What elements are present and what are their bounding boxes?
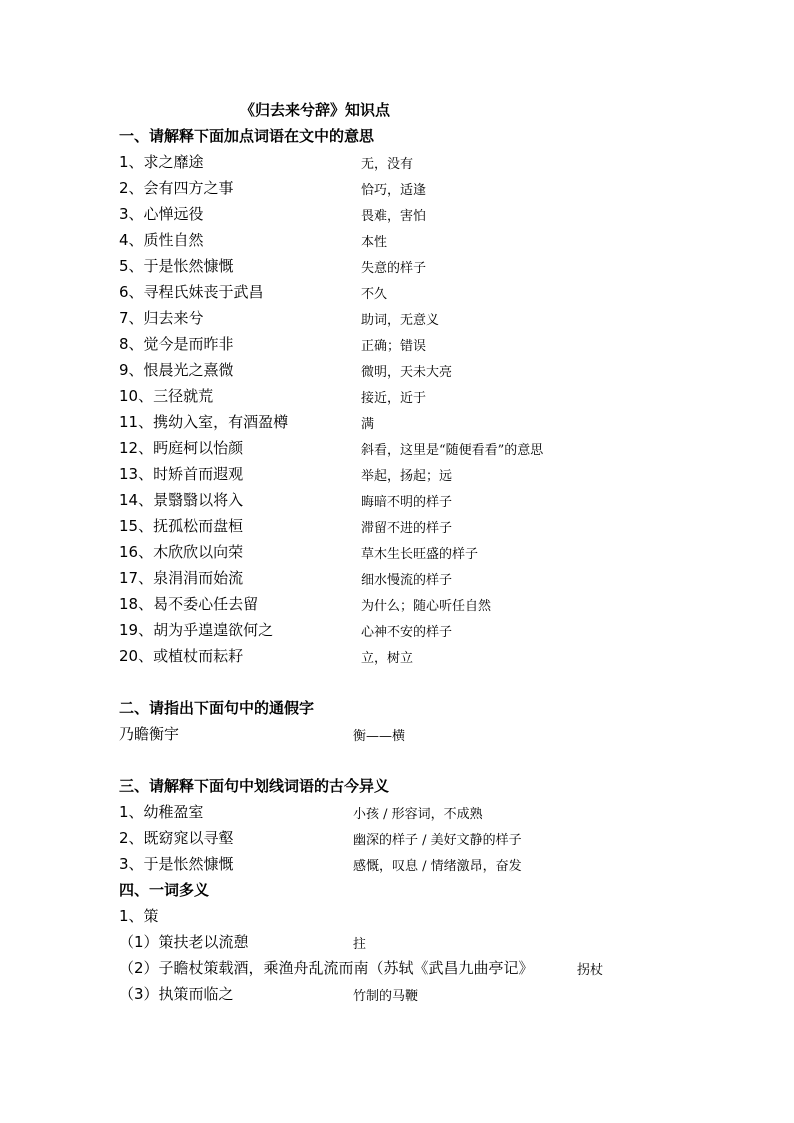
item-phrase: 15、抚孤松而盘桓 — [119, 517, 244, 535]
item-phrase: 3、于是怅然慷慨 — [119, 855, 234, 873]
item-meaning: 拐杖 — [577, 963, 604, 978]
section-2-heading: 二、请指出下面句中的通假字 — [119, 699, 315, 717]
item-phrase: 18、曷不委心任去留 — [119, 595, 259, 613]
item-phrase: （3）执策而临之 — [119, 985, 234, 1003]
item-meaning: 细水慢流的样子 — [361, 573, 453, 588]
item-meaning: 满 — [361, 417, 375, 432]
item-phrase: 17、泉涓涓而始流 — [119, 569, 244, 587]
list-item — [119, 619, 759, 643]
item-phrase: 8、觉今是而昨非 — [119, 335, 234, 353]
item-phrase: 4、质性自然 — [119, 231, 204, 249]
list-item — [119, 255, 759, 279]
item-meaning: 微明，天未大亮 — [361, 365, 453, 380]
list-item — [119, 983, 759, 1007]
item-phrase: 19、胡为乎遑遑欲何之 — [119, 621, 274, 639]
item-meaning: 小孩 / 形容词，不成熟 — [353, 807, 483, 822]
item-phrase: 2、会有四方之事 — [119, 179, 234, 197]
item-meaning: 滞留不进的样子 — [361, 521, 453, 536]
list-item — [119, 957, 759, 981]
item-phrase: 3、心惮远役 — [119, 205, 204, 223]
item-phrase: 7、归去来兮 — [119, 309, 204, 327]
item-meaning: 畏难，害怕 — [361, 209, 427, 224]
item-phrase: 6、寻程氏妹丧于武昌 — [119, 283, 264, 301]
list-item — [119, 827, 759, 851]
item-phrase: 10、三径就荒 — [119, 387, 214, 405]
item-meaning: 为什么；随心听任自然 — [361, 599, 492, 614]
item-phrase: 2、既窈窕以寻壑 — [119, 829, 234, 847]
document-title: 《归去来兮辞》知识点 — [240, 101, 391, 119]
list-item — [119, 567, 759, 591]
item-meaning: 失意的样子 — [361, 261, 427, 276]
item-phrase: 14、景翳翳以将入 — [119, 491, 244, 509]
list-item — [119, 489, 759, 513]
list-item — [119, 333, 759, 357]
item-phrase: 1、幼稚盈室 — [119, 803, 204, 821]
section-1-heading: 一、请解释下面加点词语在文中的意思 — [119, 127, 375, 145]
list-item — [119, 359, 759, 383]
item-phrase: 16、木欣欣以向荣 — [119, 543, 244, 561]
list-item — [119, 151, 759, 175]
list-item — [119, 541, 759, 565]
item-phrase: （1）策扶老以流憩 — [119, 933, 249, 951]
item-phrase: 12、眄庭柯以怡颜 — [119, 439, 244, 457]
list-item — [119, 593, 759, 617]
list-item — [119, 801, 759, 825]
item-meaning: 正确；错误 — [361, 339, 427, 354]
item-phrase: 5、于是怅然慷慨 — [119, 257, 234, 275]
list-item — [119, 281, 759, 305]
item-phrase: 11、携幼入室，有酒盈樽 — [119, 413, 289, 431]
section-3-heading: 三、请解释下面句中划线词语的古今异义 — [119, 777, 390, 795]
item-meaning: 接近，近于 — [361, 391, 427, 406]
item-meaning: 举起，扬起；远 — [361, 469, 453, 484]
item-meaning: 无，没有 — [361, 157, 414, 172]
item-meaning: 晦暗不明的样子 — [361, 495, 453, 510]
item-meaning: 立，树立 — [361, 651, 414, 666]
list-item — [119, 411, 759, 435]
list-item — [119, 463, 759, 487]
item-meaning: 感慨，叹息 / 情绪激昂，奋发 — [353, 859, 522, 874]
item-phrase: 乃瞻衡宇 — [119, 725, 180, 743]
item-meaning: 心神不安的样子 — [361, 625, 453, 640]
list-item — [119, 307, 759, 331]
list-item — [119, 931, 759, 955]
item-phrase: 9、恨晨光之熹微 — [119, 361, 234, 379]
list-item — [119, 385, 759, 409]
list-item — [119, 723, 759, 747]
item-meaning: 斜看，这里是“随便看看”的意思 — [361, 443, 544, 458]
list-item — [119, 437, 759, 461]
item-meaning: 本性 — [361, 235, 388, 250]
item-meaning: 恰巧，适逢 — [361, 183, 427, 198]
item-phrase: （2）子瞻杖策载酒，乘渔舟乱流而南（苏轼《武昌九曲亭记》 — [119, 959, 534, 977]
item-phrase: 20、或植杖而耘耔 — [119, 647, 244, 665]
list-item — [119, 853, 759, 877]
item-meaning: 不久 — [361, 287, 388, 302]
list-item — [119, 203, 759, 227]
section-4-heading: 四、一词多义 — [119, 881, 210, 899]
item-phrase: 13、时矫首而遐观 — [119, 465, 244, 483]
list-item — [119, 905, 759, 929]
list-item — [119, 177, 759, 201]
item-phrase: 1、求之靡途 — [119, 153, 204, 171]
item-meaning: 幽深的样子 / 美好文静的样子 — [353, 833, 522, 848]
item-meaning: 拄 — [353, 937, 367, 952]
list-item — [119, 229, 759, 253]
item-meaning: 草木生长旺盛的样子 — [361, 547, 479, 562]
list-item — [119, 645, 759, 669]
item-meaning: 竹制的马鞭 — [353, 989, 419, 1004]
word-entry: 1、策 — [119, 907, 159, 925]
item-meaning: 衡——横 — [353, 729, 406, 744]
item-meaning: 助词，无意义 — [361, 313, 440, 328]
list-item — [119, 515, 759, 539]
